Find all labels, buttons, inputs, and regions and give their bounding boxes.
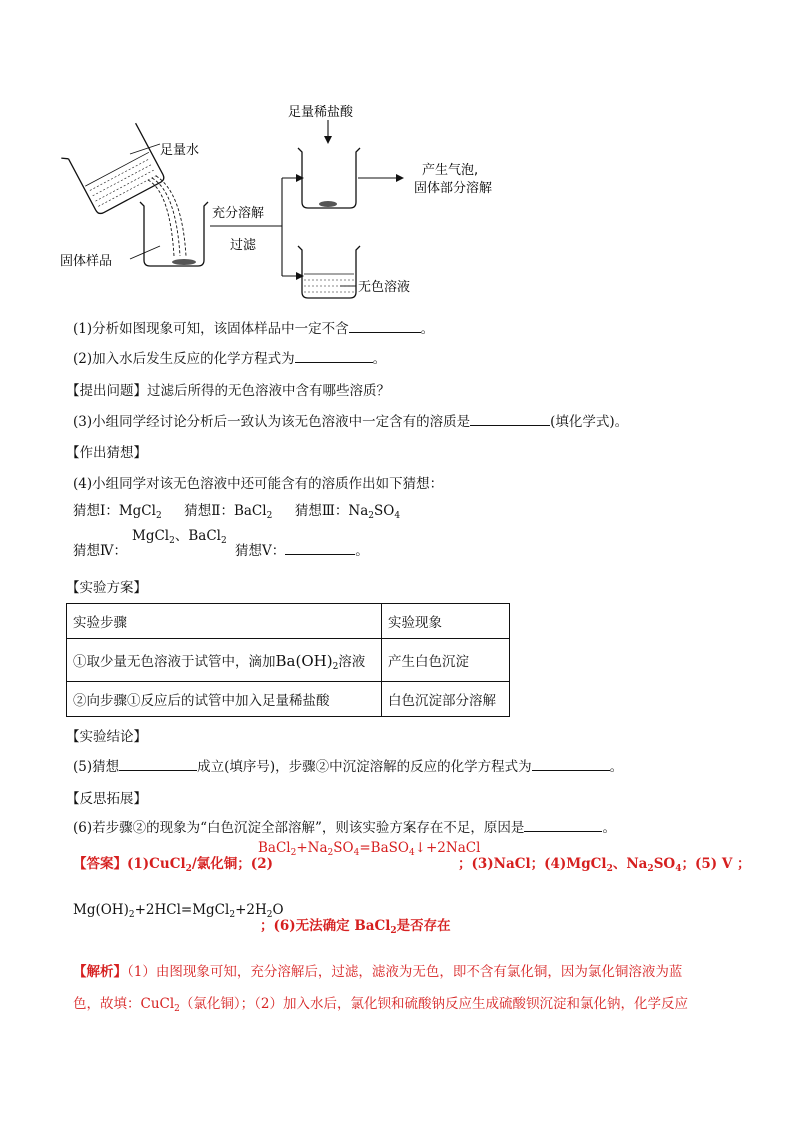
- table-row: [67, 682, 510, 717]
- table-header: 实验步骤: [67, 604, 382, 639]
- table-row: [67, 639, 510, 682]
- table-cell: ②向步骤①反应后的试管中加入足量稀盐酸: [67, 682, 382, 717]
- gas-label-1: 产生气泡,: [422, 163, 479, 178]
- acid-label: 足量稀盐酸: [288, 105, 354, 120]
- answer-tag: 【答案】: [73, 856, 127, 872]
- filtrate-beaker-icon: [298, 246, 360, 298]
- guess-5: 猜想Ⅴ： 。: [235, 539, 369, 559]
- tilted-beaker-icon: [61, 120, 165, 219]
- reflect-heading: 【反思拓展】: [66, 791, 147, 807]
- table-cell: ①取少量无色溶液于试管中，滴加$Ba(OH)_2$溶液: [67, 639, 382, 682]
- question-1: (1)分析如图现象可知，该固体样品中一定不含 。: [73, 317, 434, 337]
- question-6: (6)若步骤②的现象为“白色沉淀全部溶解”，则该实验方案存在不足，原因是 。: [73, 816, 616, 836]
- experiment-table: [66, 603, 510, 717]
- guess-heading: 【作出猜想】: [66, 445, 147, 461]
- sample-label: 固体样品: [60, 254, 113, 269]
- table-header: 实验现象: [382, 604, 510, 639]
- analysis-line-1: 【解析】（1）由图现象可知，充分溶解后，过滤，滤液为无色，即不含有氯化铜，因为氯化铜溶液为蓝: [73, 964, 683, 980]
- answer-blank[interactable]: [295, 348, 373, 363]
- answer-blank[interactable]: [285, 540, 355, 555]
- answer-blank[interactable]: [532, 756, 610, 771]
- answer-line-2: ；(6)无法确定 BaCl$_2$是否存在: [260, 918, 451, 936]
- question-3: (3)小组同学经讨论分析后一致认为该无色溶液中一定含有的溶质是 (填化学式)。: [73, 410, 628, 430]
- problem-statement: 【提出问题】过滤后所得的无色溶液中含有哪些溶质？: [66, 383, 390, 399]
- question-5: (5)猜想 成立(填序号)，步骤②中沉淀溶解的反应的化学方程式为 。: [73, 755, 623, 775]
- conclusion-heading: 【实验结论】: [66, 729, 147, 745]
- analysis-line-2: 色，故填：CuCl$_2$（氯化铜）；（2）加入水后，氯化钡和硫酸钠反应生成硫酸钡沉淀和氯化钠，化学反应: [73, 996, 688, 1014]
- gas-label-2: 固体部分溶解: [414, 181, 493, 196]
- table-cell: 产生白色沉淀: [382, 639, 510, 682]
- dissolve-label: 充分溶解: [212, 206, 265, 221]
- guess-4-formula: MgCl$_2$、BaCl$_2$: [132, 528, 227, 546]
- answer-blank[interactable]: [349, 318, 421, 333]
- acid-beaker-icon: [298, 148, 360, 208]
- question-2: (2)加入水后发生反应的化学方程式为 。: [73, 347, 386, 367]
- experiment-diagram: [60, 96, 530, 306]
- answer-equation-1: $BaCl_2+Na_2SO_4=BaSO_4↓+2NaCl$: [258, 840, 481, 858]
- analysis-tag: 【解析】: [73, 964, 127, 980]
- table-header-row: [67, 604, 510, 639]
- guess-row-1: 猜想Ⅰ：MgCl$_2$ 猜想Ⅱ：BaCl$_2$ 猜想Ⅲ：$Na_2SO_4$: [73, 503, 401, 521]
- sample-beaker-icon: [140, 202, 208, 266]
- water-label: 足量水: [160, 143, 200, 158]
- answer-equation-2: $Mg(OH)_2+2HCl=MgCl_2+2H_2O$: [73, 902, 284, 920]
- plan-heading: 【实验方案】: [66, 580, 147, 596]
- answer-blank[interactable]: [119, 756, 197, 771]
- answer-blank[interactable]: [470, 411, 550, 426]
- colorless-label: 无色溶液: [358, 280, 411, 295]
- filter-label: 过滤: [230, 238, 257, 253]
- answer-line-1: 【答案】(1)CuCl$_2$/氯化铜；(2): [73, 856, 273, 874]
- table-cell: 白色沉淀部分溶解: [382, 682, 510, 717]
- answer-line-1b: ；(3)NaCl；(4)MgCl$_2$、$Na_2SO_4$；(5) Ⅴ ；: [458, 856, 751, 874]
- answer-blank[interactable]: [524, 817, 602, 832]
- question-4: (4)小组同学对该无色溶液中还可能含有的溶质作出如下猜想：: [73, 476, 444, 492]
- guess-row-2: 猜想Ⅳ：: [73, 543, 127, 559]
